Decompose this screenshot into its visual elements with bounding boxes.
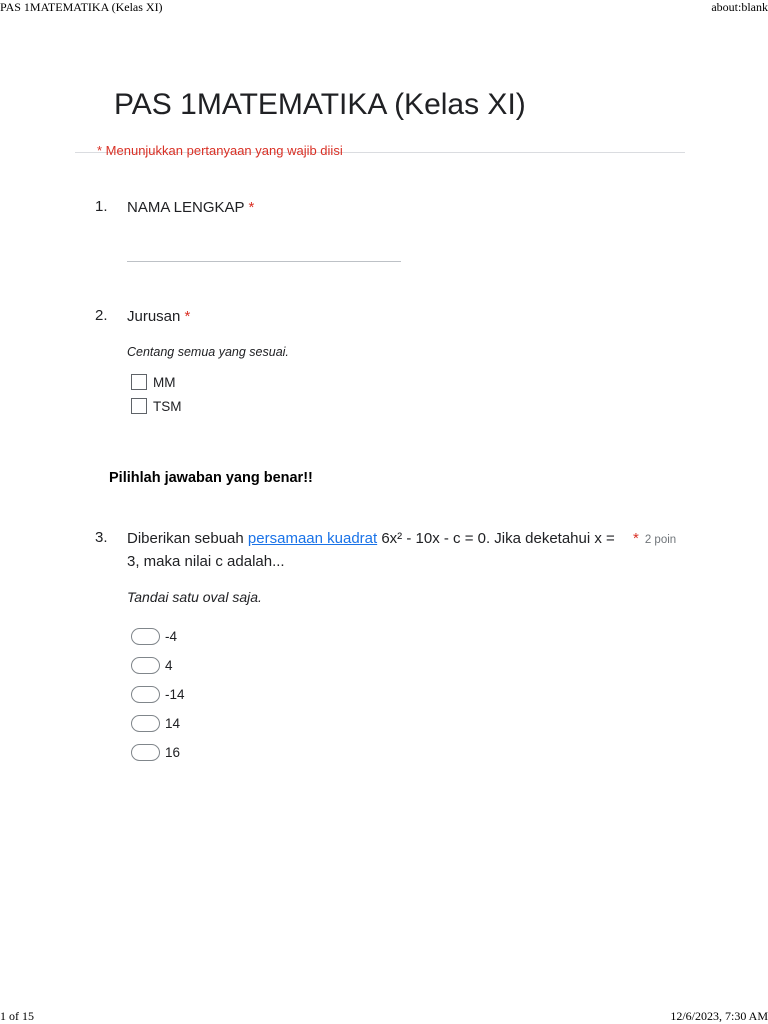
question-3-help: Tandai satu oval saja.	[127, 589, 262, 605]
radio-option-2[interactable]	[131, 657, 173, 674]
print-footer-page: 1 of 15	[0, 1009, 34, 1023]
question-2-number: 2.	[95, 307, 108, 324]
radio-option-label: 4	[165, 658, 173, 673]
question-3-text-after: 6x² - 10x - c = 0. Jika deketahui x = 3, maka nilai c adalah...	[127, 530, 615, 570]
question-3-number: 3.	[95, 529, 108, 546]
question-2-label: Jurusan	[127, 308, 181, 325]
section-title: Pilihlah jawaban yang benar!!	[109, 470, 313, 486]
required-star: *	[248, 199, 255, 216]
radio-option-label: 16	[165, 745, 181, 760]
question-2-help: Centang semua yang sesuai.	[127, 345, 289, 359]
radio-oval-icon[interactable]	[131, 657, 160, 674]
radio-option-label: -4	[165, 629, 178, 644]
question-3-text-before: Diberikan sebuah	[127, 530, 248, 547]
radio-option-3[interactable]	[131, 686, 185, 703]
required-note: * Menunjukkan pertanyaan yang wajib diisi	[97, 143, 343, 158]
form-title: PAS 1MATEMATIKA (Kelas XI)	[114, 88, 526, 121]
question-1-number: 1.	[95, 198, 108, 215]
question-3-points	[633, 530, 676, 547]
question-3-link[interactable]: persamaan kuadrat	[247, 530, 378, 547]
required-star: *	[633, 530, 639, 547]
points-label: 2 poin	[644, 534, 677, 546]
checkbox-option-label: TSM	[153, 398, 182, 414]
radio-oval-icon[interactable]	[131, 686, 160, 703]
question-2-title	[127, 305, 190, 328]
print-footer-datetime: 12/6/2023, 7:30 AM	[670, 1009, 768, 1023]
required-star: *	[184, 308, 191, 325]
checkbox-option-label: MM	[153, 374, 176, 390]
question-1-label: NAMA LENGKAP	[127, 199, 245, 216]
print-header-url: about:blank	[711, 0, 768, 14]
checkbox-option-mm[interactable]	[131, 374, 176, 390]
checkbox-icon[interactable]	[131, 374, 147, 390]
radio-option-1[interactable]	[131, 628, 177, 645]
name-answer-line[interactable]	[127, 261, 401, 262]
radio-oval-icon[interactable]	[131, 628, 160, 645]
radio-oval-icon[interactable]	[131, 715, 160, 732]
radio-option-4[interactable]	[131, 715, 180, 732]
radio-oval-icon[interactable]	[131, 744, 160, 761]
radio-option-5[interactable]	[131, 744, 180, 761]
radio-option-label: 14	[165, 716, 181, 731]
checkbox-option-tsm[interactable]	[131, 398, 182, 414]
question-3-title	[127, 527, 622, 573]
radio-option-label: -14	[165, 687, 185, 702]
question-1-title	[127, 196, 254, 219]
checkbox-icon[interactable]	[131, 398, 147, 414]
print-header-title: PAS 1MATEMATIKA (Kelas XI)	[0, 0, 163, 14]
